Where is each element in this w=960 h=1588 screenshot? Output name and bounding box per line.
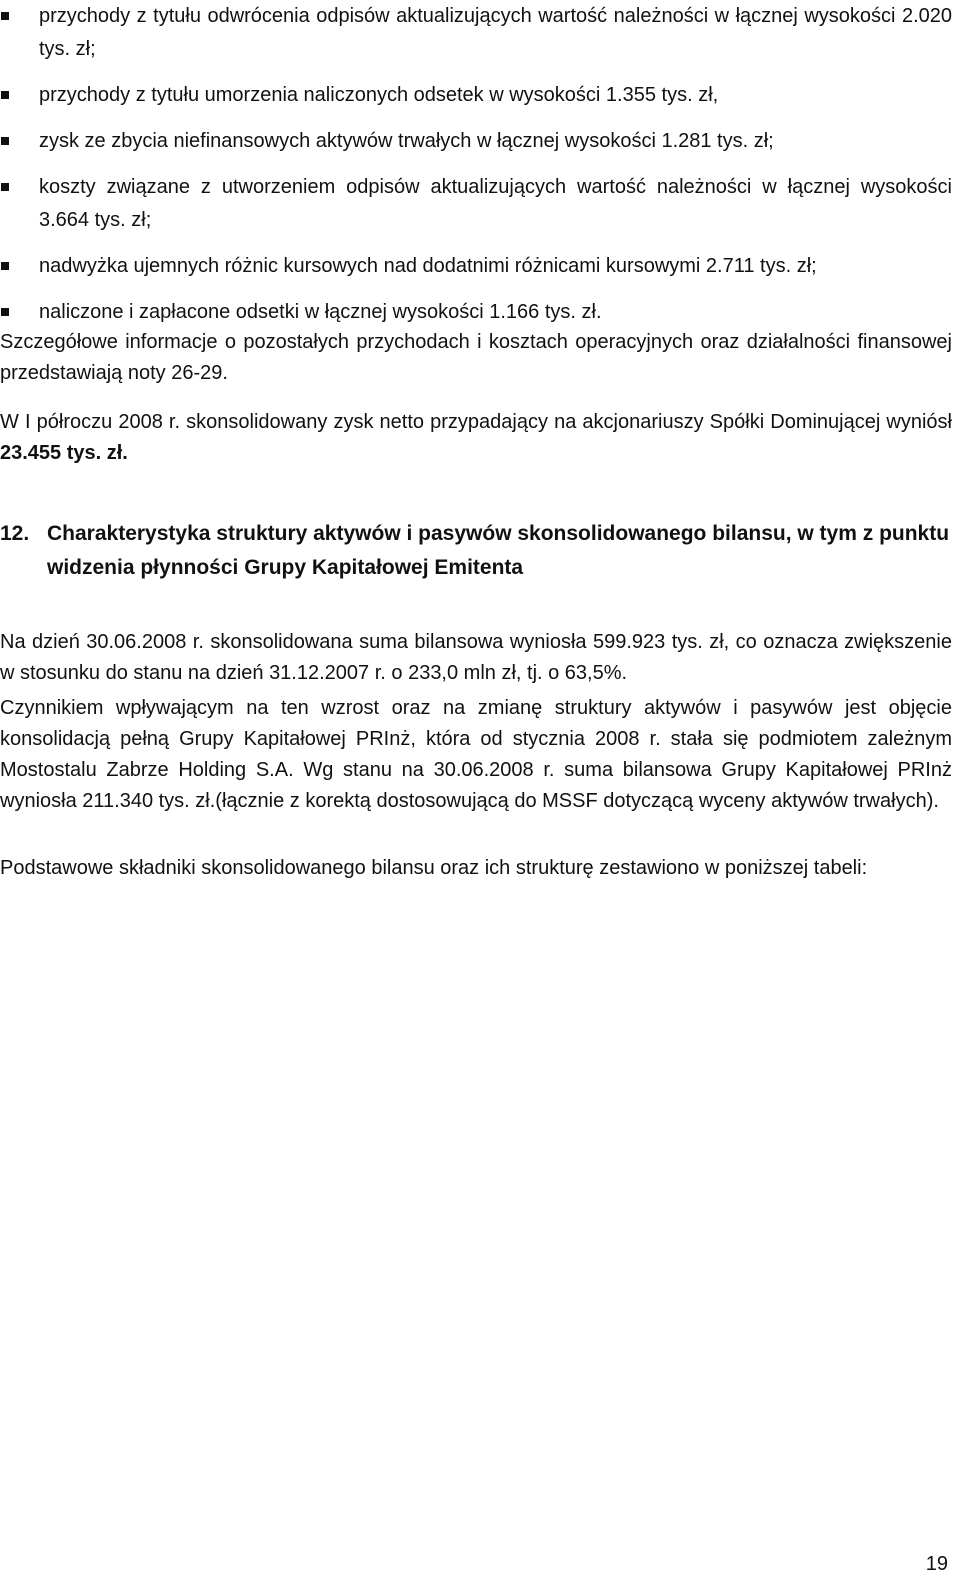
profit-paragraph	[0, 407, 952, 469]
list-item	[0, 250, 952, 283]
list-item-text: nadwyżka ujemnych różnic kursowych nad dodatnimi różnicami kursowymi 2.711 tys. zł;	[39, 255, 817, 277]
profit-value: 23.455 tys. zł.	[0, 442, 128, 464]
list-item	[0, 0, 952, 66]
balance-sum-paragraph: Na dzień 30.06.2008 r. skonsolidowana suma bilansowa wyniosła 599.923 tys. zł, co oznacza zwiększenie w stosunku do stanu na dzień 31.12.2007 r. o 233,0 mln zł, tj. o 63,5%.	[0, 631, 952, 684]
list-item	[0, 125, 952, 158]
list-item-text: zysk ze zbycia niefinansowych aktywów trwałych w łącznej wysokości 1.281 tys. zł;	[39, 130, 774, 152]
list-item-text: przychody z tytułu odwrócenia odpisów aktualizujących wartość należności w łącznej wysokości 2.020 tys. zł;	[39, 5, 952, 60]
square-bullet-icon	[1, 137, 9, 145]
list-item	[0, 171, 952, 237]
square-bullet-icon	[1, 91, 9, 99]
page-number: 19	[925, 1553, 948, 1575]
square-bullet-icon	[1, 183, 9, 191]
section-heading	[0, 517, 952, 585]
list-item-text: naliczone i zapłacone odsetki w łącznej wysokości 1.166 tys. zł.	[39, 301, 602, 323]
list-item-text: koszty związane z utworzeniem odpisów aktualizujących wartość należności w łącznej wysokości 3.664 tys. zł;	[39, 176, 952, 231]
factor-paragraph: Czynnikiem wpływającym na ten wzrost oraz na zmianę struktury aktywów i pasywów jest objęcie konsolidacją pełną Grupy Kapitałowej PRInż, która od stycznia 2008 r. stała się podmiotem zależnym Mostostalu Zabrze Holding S.A. Wg stanu na 30.06.2008 r. suma bilansowa Grupy Kapitałowej PRInż wyniosła 211.340 tys. zł.(łącznie z korektą dostosowującą do MSSF dotyczącą wyceny aktywów trwałych).	[0, 697, 952, 812]
bullet-list	[0, 0, 952, 342]
list-item-text: przychody z tytułu umorzenia naliczonych odsetek w wysokości 1.355 tys. zł,	[39, 84, 719, 106]
details-paragraph: Szczegółowe informacje o pozostałych przychodach i kosztach operacyjnych oraz działalności finansowej przedstawiają noty 26-29.	[0, 331, 952, 384]
profit-text: W I półroczu 2008 r. skonsolidowany zysk netto przypadający na akcjonariuszy Spółki Dominującej wyniósł	[0, 411, 952, 433]
square-bullet-icon	[1, 308, 9, 316]
square-bullet-icon	[1, 12, 9, 20]
section-number: 12.	[0, 522, 30, 545]
table-intro-paragraph: Podstawowe składniki skonsolidowanego bilansu oraz ich strukturę zestawiono w poniższej tabeli:	[0, 857, 868, 879]
square-bullet-icon	[1, 262, 9, 270]
list-item	[0, 79, 952, 112]
section-title: Charakterystyka struktury aktywów i pasywów skonsolidowanego bilansu, w tym z punktu widzenia płynności Grupy Kapitałowej Emitenta	[47, 522, 950, 579]
list-item	[0, 296, 952, 329]
